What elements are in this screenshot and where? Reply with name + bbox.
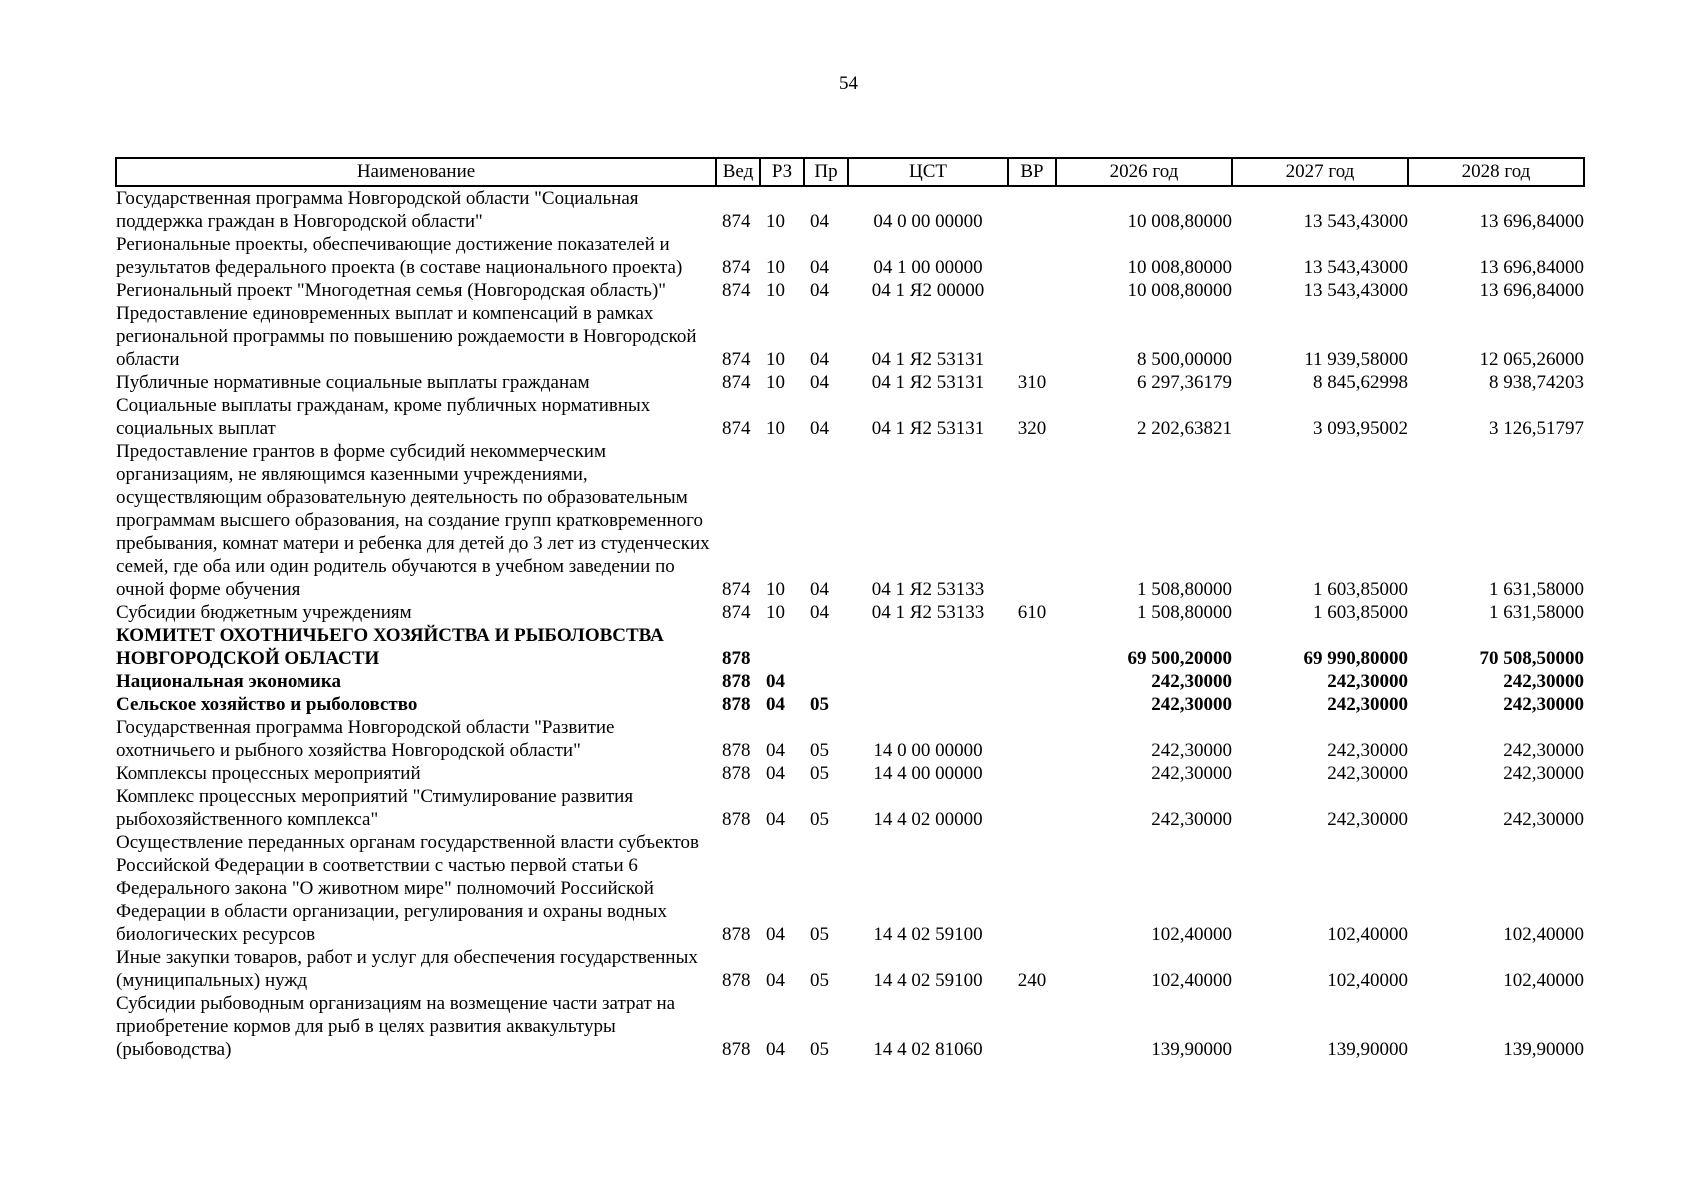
- row-pr: 05: [810, 694, 829, 715]
- table-row: [116, 279, 1584, 302]
- row-ved: 878: [722, 1039, 751, 1060]
- row-pr: [804, 624, 848, 670]
- row-vr: [1008, 302, 1056, 371]
- row-vr: [1008, 186, 1056, 233]
- row-amount-2026: 242,30000: [1151, 809, 1232, 830]
- row-pr: 04: [810, 257, 829, 278]
- row-vr: [1008, 233, 1056, 279]
- row-amount-2026: 1 508,80000: [1137, 602, 1232, 623]
- row-amount-2027: 242,30000: [1327, 740, 1408, 761]
- row-amount-2026: 69 500,20000: [1127, 648, 1232, 669]
- row-name: Сельское хозяйство и рыболовство: [116, 694, 418, 715]
- table-row: [116, 716, 1584, 762]
- row-name: Государственная программа Новгородской области "Социальная поддержка граждан в Новгородской области": [116, 188, 639, 232]
- row-amount-2028: 8 938,74203: [1489, 372, 1584, 393]
- table-row: [116, 831, 1584, 946]
- row-amount-2027: 13 543,43000: [1303, 211, 1408, 232]
- row-ved: 874: [722, 349, 751, 370]
- row-cst: 14 0 00 00000: [873, 740, 983, 761]
- row-vr: [1008, 670, 1056, 693]
- row-rz: 10: [766, 372, 785, 393]
- row-ved: 878: [722, 671, 751, 692]
- row-rz: 10: [766, 418, 785, 439]
- row-name: Комплексы процессных мероприятий: [116, 763, 421, 784]
- header-pr: Пр: [804, 158, 848, 186]
- row-vr: 240: [1017, 970, 1047, 991]
- row-ved: 874: [722, 579, 751, 600]
- table-row: [116, 785, 1584, 831]
- row-pr: 04: [810, 372, 829, 393]
- row-pr: 04: [810, 418, 829, 439]
- row-pr: 04: [810, 211, 829, 232]
- row-name: Иные закупки товаров, работ и услуг для обеспечения государственных (муниципальных) нужд: [116, 947, 698, 991]
- row-rz: 04: [766, 1039, 785, 1060]
- row-rz: [760, 624, 804, 670]
- row-rz: 10: [766, 602, 785, 623]
- row-cst: 14 4 02 81060: [873, 1039, 983, 1060]
- row-vr: [1008, 693, 1056, 716]
- row-rz: 10: [766, 579, 785, 600]
- row-cst: [848, 624, 1008, 670]
- row-amount-2027: 242,30000: [1327, 671, 1408, 692]
- row-pr: [804, 670, 848, 693]
- row-ved: 878: [722, 648, 751, 669]
- row-rz: 10: [766, 280, 785, 301]
- row-amount-2028: 12 065,26000: [1479, 349, 1584, 370]
- header-2028: 2028 год: [1408, 158, 1584, 186]
- row-ved: 878: [722, 970, 751, 991]
- row-pr: 04: [810, 602, 829, 623]
- table-row: [116, 946, 1584, 992]
- row-name: Субсидии рыбоводным организациям на возмещение части затрат на приобретение кормов для рыб в целях развития аквакультуры (рыбоводства): [116, 993, 676, 1060]
- row-pr: 05: [810, 924, 829, 945]
- row-amount-2028: 13 696,84000: [1479, 280, 1584, 301]
- row-pr: 04: [810, 280, 829, 301]
- row-amount-2028: 242,30000: [1503, 809, 1584, 830]
- row-vr: 310: [1017, 372, 1047, 393]
- row-cst: 04 1 Я2 53133: [871, 602, 985, 623]
- row-cst: [848, 670, 1008, 693]
- header-rz: РЗ: [760, 158, 804, 186]
- table-row: [116, 762, 1584, 785]
- row-rz: 04: [766, 763, 785, 784]
- table-row: [116, 693, 1584, 716]
- table-row: [116, 371, 1584, 394]
- row-vr: [1008, 279, 1056, 302]
- table-row: [116, 601, 1584, 624]
- row-amount-2027: 139,90000: [1327, 1039, 1408, 1060]
- table-row: [116, 186, 1584, 233]
- header-2027: 2027 год: [1232, 158, 1408, 186]
- header-ved: Вед: [716, 158, 760, 186]
- row-ved: 874: [722, 211, 751, 232]
- row-name: КОМИТЕТ ОХОТНИЧЬЕГО ХОЗЯЙСТВА И РЫБОЛОВСТВА НОВГОРОДСКОЙ ОБЛАСТИ: [116, 625, 664, 669]
- row-rz: 04: [766, 740, 785, 761]
- row-amount-2026: 242,30000: [1151, 740, 1232, 761]
- header-cst: ЦСТ: [848, 158, 1008, 186]
- row-amount-2026: 2 202,63821: [1137, 418, 1232, 439]
- row-name: Социальные выплаты гражданам, кроме публичных нормативных социальных выплат: [116, 395, 651, 439]
- row-pr: 05: [810, 740, 829, 761]
- row-rz: 04: [766, 694, 785, 715]
- row-cst: 04 1 Я2 00000: [871, 280, 985, 301]
- row-ved: 874: [722, 257, 751, 278]
- row-amount-2028: 13 696,84000: [1479, 257, 1584, 278]
- row-amount-2028: 3 126,51797: [1489, 418, 1584, 439]
- table-row: [116, 302, 1584, 371]
- row-amount-2027: 242,30000: [1327, 694, 1408, 715]
- row-amount-2026: 1 508,80000: [1137, 579, 1232, 600]
- table-row: [116, 670, 1584, 693]
- row-cst: 04 1 Я2 53133: [871, 579, 985, 600]
- row-name: Государственная программа Новгородской области "Развитие охотничьего и рыбного хозяйства Новгородской области": [116, 717, 615, 761]
- row-cst: 14 4 02 59100: [873, 924, 983, 945]
- row-name: Публичные нормативные социальные выплаты гражданам: [116, 372, 590, 393]
- row-cst: [848, 693, 1008, 716]
- row-rz: 04: [766, 671, 785, 692]
- row-amount-2027: 11 939,58000: [1304, 349, 1408, 370]
- row-cst: 14 4 02 00000: [873, 809, 983, 830]
- row-cst: 04 1 Я2 53131: [871, 372, 985, 393]
- row-pr: 04: [810, 349, 829, 370]
- row-amount-2027: 13 543,43000: [1303, 257, 1408, 278]
- row-amount-2028: 139,90000: [1503, 1039, 1584, 1060]
- row-cst: 04 0 00 00000: [873, 211, 983, 232]
- row-vr: [1008, 762, 1056, 785]
- row-amount-2028: 1 631,58000: [1489, 602, 1584, 623]
- row-amount-2027: 3 093,95002: [1313, 418, 1408, 439]
- row-ved: 878: [722, 809, 751, 830]
- budget-table: [115, 157, 1585, 1061]
- row-vr: [1008, 624, 1056, 670]
- row-name: Предоставление грантов в форме субсидий некоммерческим организациям, не являющимся казенными учреждениями, осуществляющим образовательную деятельность по образовательным программам высшего образования, на создание групп кратковременного пребывания, комнат матери и ребенка для детей до 3 лет из студенческих семей, где оба или один родитель обучаются в учебном заведении по очной форме обучения: [116, 441, 710, 600]
- row-ved: 874: [722, 372, 751, 393]
- row-name: Субсидии бюджетным учреждениям: [116, 602, 412, 623]
- row-amount-2026: 8 500,00000: [1137, 349, 1232, 370]
- row-amount-2027: 242,30000: [1327, 809, 1408, 830]
- row-ved: 874: [722, 280, 751, 301]
- table-row: [116, 440, 1584, 601]
- row-rz: 04: [766, 970, 785, 991]
- row-rz: 04: [766, 924, 785, 945]
- row-amount-2026: 242,30000: [1151, 671, 1232, 692]
- row-amount-2026: 10 008,80000: [1127, 211, 1232, 232]
- row-vr: [1008, 440, 1056, 601]
- row-amount-2028: 70 508,50000: [1479, 648, 1584, 669]
- row-ved: 878: [722, 694, 751, 715]
- row-name: Комплекс процессных мероприятий "Стимулирование развития рыбохозяйственного комплекса": [116, 786, 634, 830]
- row-vr: 320: [1017, 418, 1047, 439]
- row-vr: [1008, 716, 1056, 762]
- row-ved: 878: [722, 924, 751, 945]
- row-amount-2028: 1 631,58000: [1489, 579, 1584, 600]
- row-pr: 05: [810, 970, 829, 991]
- row-name: Осуществление переданных органам государственной власти субъектов Российской Федерации в соответствии с частью первой статьи 6 Федерального закона "О животном мире" полномочий Российской Федерации в области организации, регулирования и охраны водных биологических ресурсов: [116, 832, 700, 945]
- row-rz: 10: [766, 257, 785, 278]
- row-amount-2027: 102,40000: [1327, 924, 1408, 945]
- table-row: [116, 624, 1584, 670]
- row-amount-2027: 8 845,62998: [1313, 372, 1408, 393]
- row-amount-2027: 13 543,43000: [1303, 280, 1408, 301]
- row-name: Региональный проект "Многодетная семья (Новгородская область)": [116, 280, 667, 301]
- row-amount-2028: 13 696,84000: [1479, 211, 1584, 232]
- row-amount-2026: 10 008,80000: [1127, 280, 1232, 301]
- row-cst: 04 1 Я2 53131: [871, 349, 985, 370]
- row-vr: [1008, 992, 1056, 1061]
- row-amount-2026: 242,30000: [1151, 694, 1232, 715]
- row-pr: 05: [810, 809, 829, 830]
- row-amount-2027: 1 603,85000: [1313, 602, 1408, 623]
- row-ved: 874: [722, 602, 751, 623]
- row-pr: 05: [810, 1039, 829, 1060]
- row-amount-2028: 242,30000: [1503, 671, 1584, 692]
- row-ved: 878: [722, 740, 751, 761]
- page-number: 54: [839, 73, 858, 94]
- row-amount-2028: 102,40000: [1503, 970, 1584, 991]
- row-amount-2028: 242,30000: [1503, 763, 1584, 784]
- row-cst: 14 4 00 00000: [873, 763, 983, 784]
- row-amount-2028: 102,40000: [1503, 924, 1584, 945]
- row-vr: [1008, 831, 1056, 946]
- table-header-row: [116, 158, 1584, 186]
- row-name: Национальная экономика: [116, 671, 342, 692]
- row-amount-2026: 10 008,80000: [1127, 257, 1232, 278]
- row-vr: 610: [1017, 602, 1047, 623]
- row-rz: 04: [766, 809, 785, 830]
- table-row: [116, 233, 1584, 279]
- row-amount-2028: 242,30000: [1503, 740, 1584, 761]
- row-amount-2027: 102,40000: [1327, 970, 1408, 991]
- header-2026: 2026 год: [1056, 158, 1232, 186]
- table-row: [116, 992, 1584, 1061]
- row-amount-2027: 1 603,85000: [1313, 579, 1408, 600]
- row-amount-2026: 6 297,36179: [1137, 372, 1232, 393]
- row-amount-2026: 102,40000: [1151, 924, 1232, 945]
- row-amount-2028: 242,30000: [1503, 694, 1584, 715]
- table-row: [116, 394, 1584, 440]
- row-name: Предоставление единовременных выплат и компенсаций в рамках региональной программы по повышению рождаемости в Новгородской области: [116, 303, 697, 370]
- row-pr: 04: [810, 579, 829, 600]
- row-amount-2026: 242,30000: [1151, 763, 1232, 784]
- row-pr: 05: [810, 763, 829, 784]
- header-name: Наименование: [116, 158, 716, 186]
- row-amount-2027: 69 990,80000: [1303, 648, 1408, 669]
- row-amount-2027: 242,30000: [1327, 763, 1408, 784]
- row-ved: 874: [722, 418, 751, 439]
- row-amount-2026: 139,90000: [1151, 1039, 1232, 1060]
- row-cst: 14 4 02 59100: [873, 970, 983, 991]
- header-vr: ВР: [1008, 158, 1056, 186]
- row-name: Региональные проекты, обеспечивающие достижение показателей и результатов федерального проекта (в составе национального проекта): [116, 234, 683, 278]
- row-rz: 10: [766, 211, 785, 232]
- row-cst: 04 1 Я2 53131: [871, 418, 985, 439]
- row-amount-2026: 102,40000: [1151, 970, 1232, 991]
- row-vr: [1008, 785, 1056, 831]
- row-cst: 04 1 00 00000: [873, 257, 983, 278]
- row-rz: 10: [766, 349, 785, 370]
- row-ved: 878: [722, 763, 751, 784]
